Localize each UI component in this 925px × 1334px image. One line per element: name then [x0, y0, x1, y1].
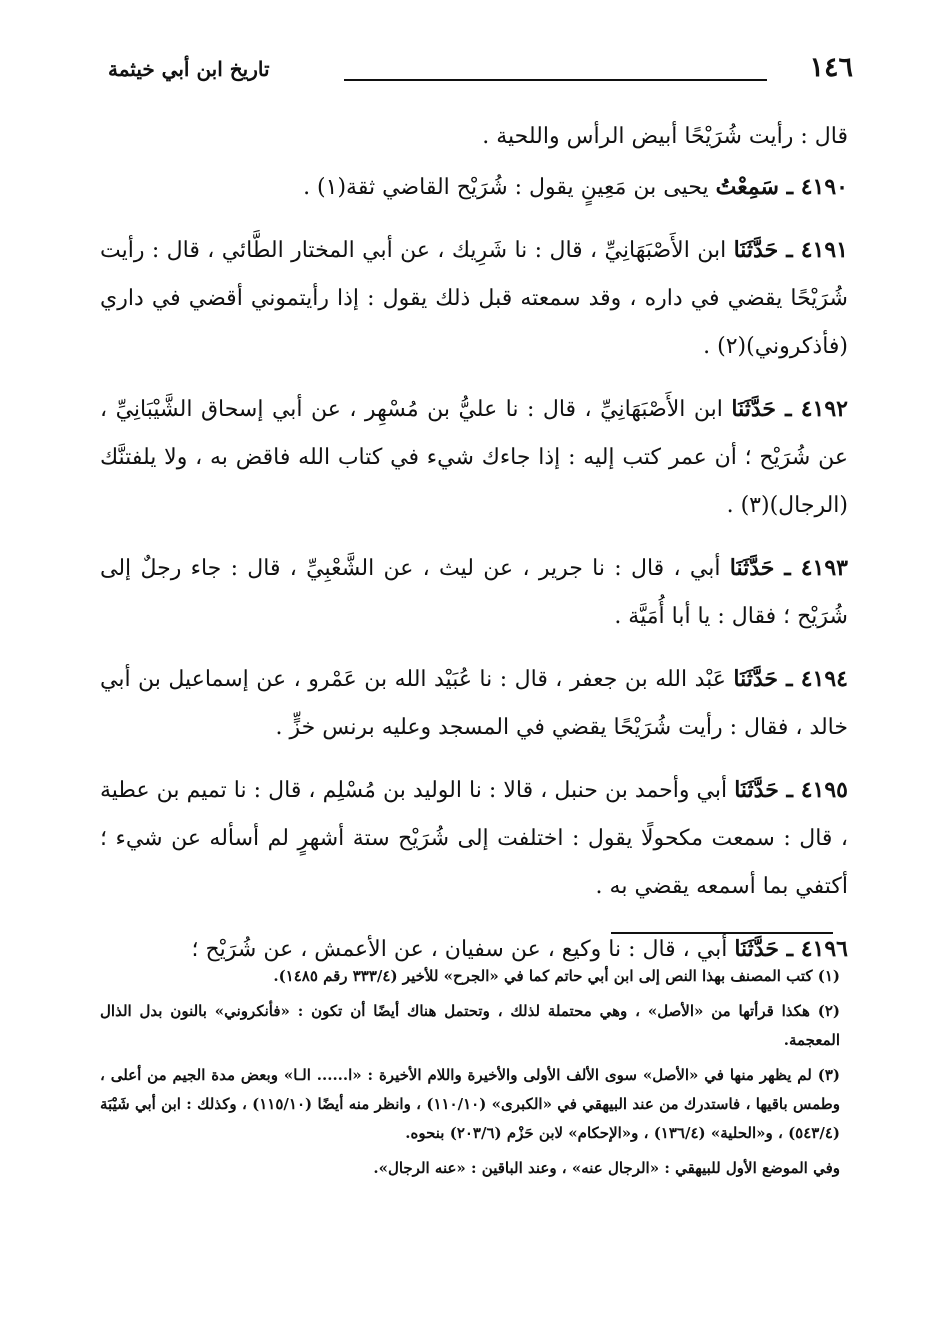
- paragraph-text: أبي وأحمد بن حنبل ، قالا : نا الوليد بن مُسْلِم ، قال : نا تميم بن عطية ، قال : سمعت مكحولًا يقول : اختلفت إلى شُرَيْح ستة أشهرٍ لم أسأله عن شيء ؛ أكتفي بما أسمعه يقضي به .: [100, 778, 848, 899]
- paragraph-text: يحيى بن مَعِينٍ يقول : شُرَيْح القاضي ثقة(١) .: [303, 175, 709, 200]
- hadith-lead: ٤١٩١ ـ حَدَّثَنَا: [733, 237, 848, 263]
- hadith-lead: ٤١٩٥ ـ حَدَّثَنَا: [734, 777, 848, 803]
- header-rule: [344, 79, 767, 81]
- paragraph: [100, 112, 848, 161]
- paragraph: [100, 766, 848, 911]
- paragraph: [100, 226, 848, 371]
- main-text: [100, 112, 848, 988]
- footnote: (١) كتب المصنف بهذا النص إلى ابن أبي حاتم كما في «الجرح» للأخير (٣٣٣/٤ رقم ١٤٨٥).: [273, 967, 840, 985]
- page-header: [108, 52, 853, 92]
- paragraph: [100, 655, 848, 752]
- page-number: ١٤٦: [809, 52, 853, 83]
- footnote-separator: [611, 932, 833, 934]
- hadith-lead: ٤١٩٤ ـ حَدَّثَنَا: [733, 666, 848, 692]
- paragraph-text: ابن الأَصْبَهَانِيِّ ، قال : نا شَرِيك ، عن أبي المختار الطَّائي ، قال : رأيت شُرَيْحًا يقضي في داره ، وقد سمعته قبل ذلك يقول : إذا رأيتموني أقضي في داري (فأذكروني)(٢) .: [100, 238, 848, 359]
- running-title: تاريخ ابن أبي خيثمة: [108, 57, 270, 81]
- paragraph-text: ابن الأَصْبَهَانِيِّ ، قال : نا عليُّ بن مُسْهِر ، عن أبي إسحاق الشَّيْبَانِيِّ ، عن شُرَيْح ؛ أن عمر كتب إليه : إذا جاءك شيء في كتاب الله فاقض به ، ولا يلفتنَّك (الرجال)(٣) .: [100, 397, 848, 518]
- footnote: (٣) لم يظهر منها في «الأصل» سوى الألف الأولى والأخيرة واللام الأخيرة : «ا...... الـا» وبعض مدة الجيم من أعلى ، وطمس باقيها ، فاستدرك من عند البيهقي في «الكبرى» (١١٠/١٠) ، وانظر منه أيضًا (١١٥/١٠) ، وكذلك : ابن أبي شَيْبَة (٥٤٣/٤) ، و«الحلية» (١٣٦/٤) ، و«الإحكام» لابن حَزْم (٢٠٣/٦) بنحوه.: [100, 1066, 840, 1142]
- paragraph: [100, 385, 848, 530]
- hadith-lead: ٤١٩٢ ـ حَدَّثَنَا: [731, 396, 848, 422]
- footnote: (٢) هكذا قرأتها من «الأصل» ، وهي محتملة لذلك ، وتحتمل هناك أيضًا أن تكون : «فأنكروني» بالنون بدل الذال المعجمة.: [100, 1002, 840, 1049]
- paragraph-text: أبي ، قال : نا وكيع ، عن سفيان ، عن الأعمش ، عن شُرَيْح ؛: [191, 937, 728, 962]
- paragraph-text: قال : رأيت شُرَيْحًا أبيض الرأس واللحية .: [482, 124, 848, 149]
- paragraph: [100, 544, 848, 641]
- footnote-continuation: وفي الموضع الأول للبيهقي : «الرجال عنه» ، وعند الباقين : «عنه الرجال».: [373, 1159, 840, 1177]
- paragraph-text: عَبْد الله بن جعفر ، قال : نا عُبَيْد الله بن عَمْرو ، عن إسماعيل بن أبي خالد ، فقال : رأيت شُرَيْحًا يقضي في المسجد وعليه برنس خزٍّ .: [100, 667, 848, 740]
- paragraph: [100, 163, 848, 212]
- hadith-lead: ٤١٩٦ ـ حَدَّثَنَا: [734, 936, 848, 962]
- hadith-lead: ٤١٩٠ ـ سَمِعْتُ: [715, 174, 848, 200]
- paragraph-text: أبي ، قال : نا جرير ، عن ليث ، عن الشَّعْبِيِّ ، قال : جاء رجلٌ إلى شُرَيْح ؛ فقال : يا أبا أُمَيَّة .: [100, 556, 848, 629]
- hadith-lead: ٤١٩٣ ـ حَدَّثَنَا: [729, 555, 848, 581]
- footnotes: [100, 962, 840, 1189]
